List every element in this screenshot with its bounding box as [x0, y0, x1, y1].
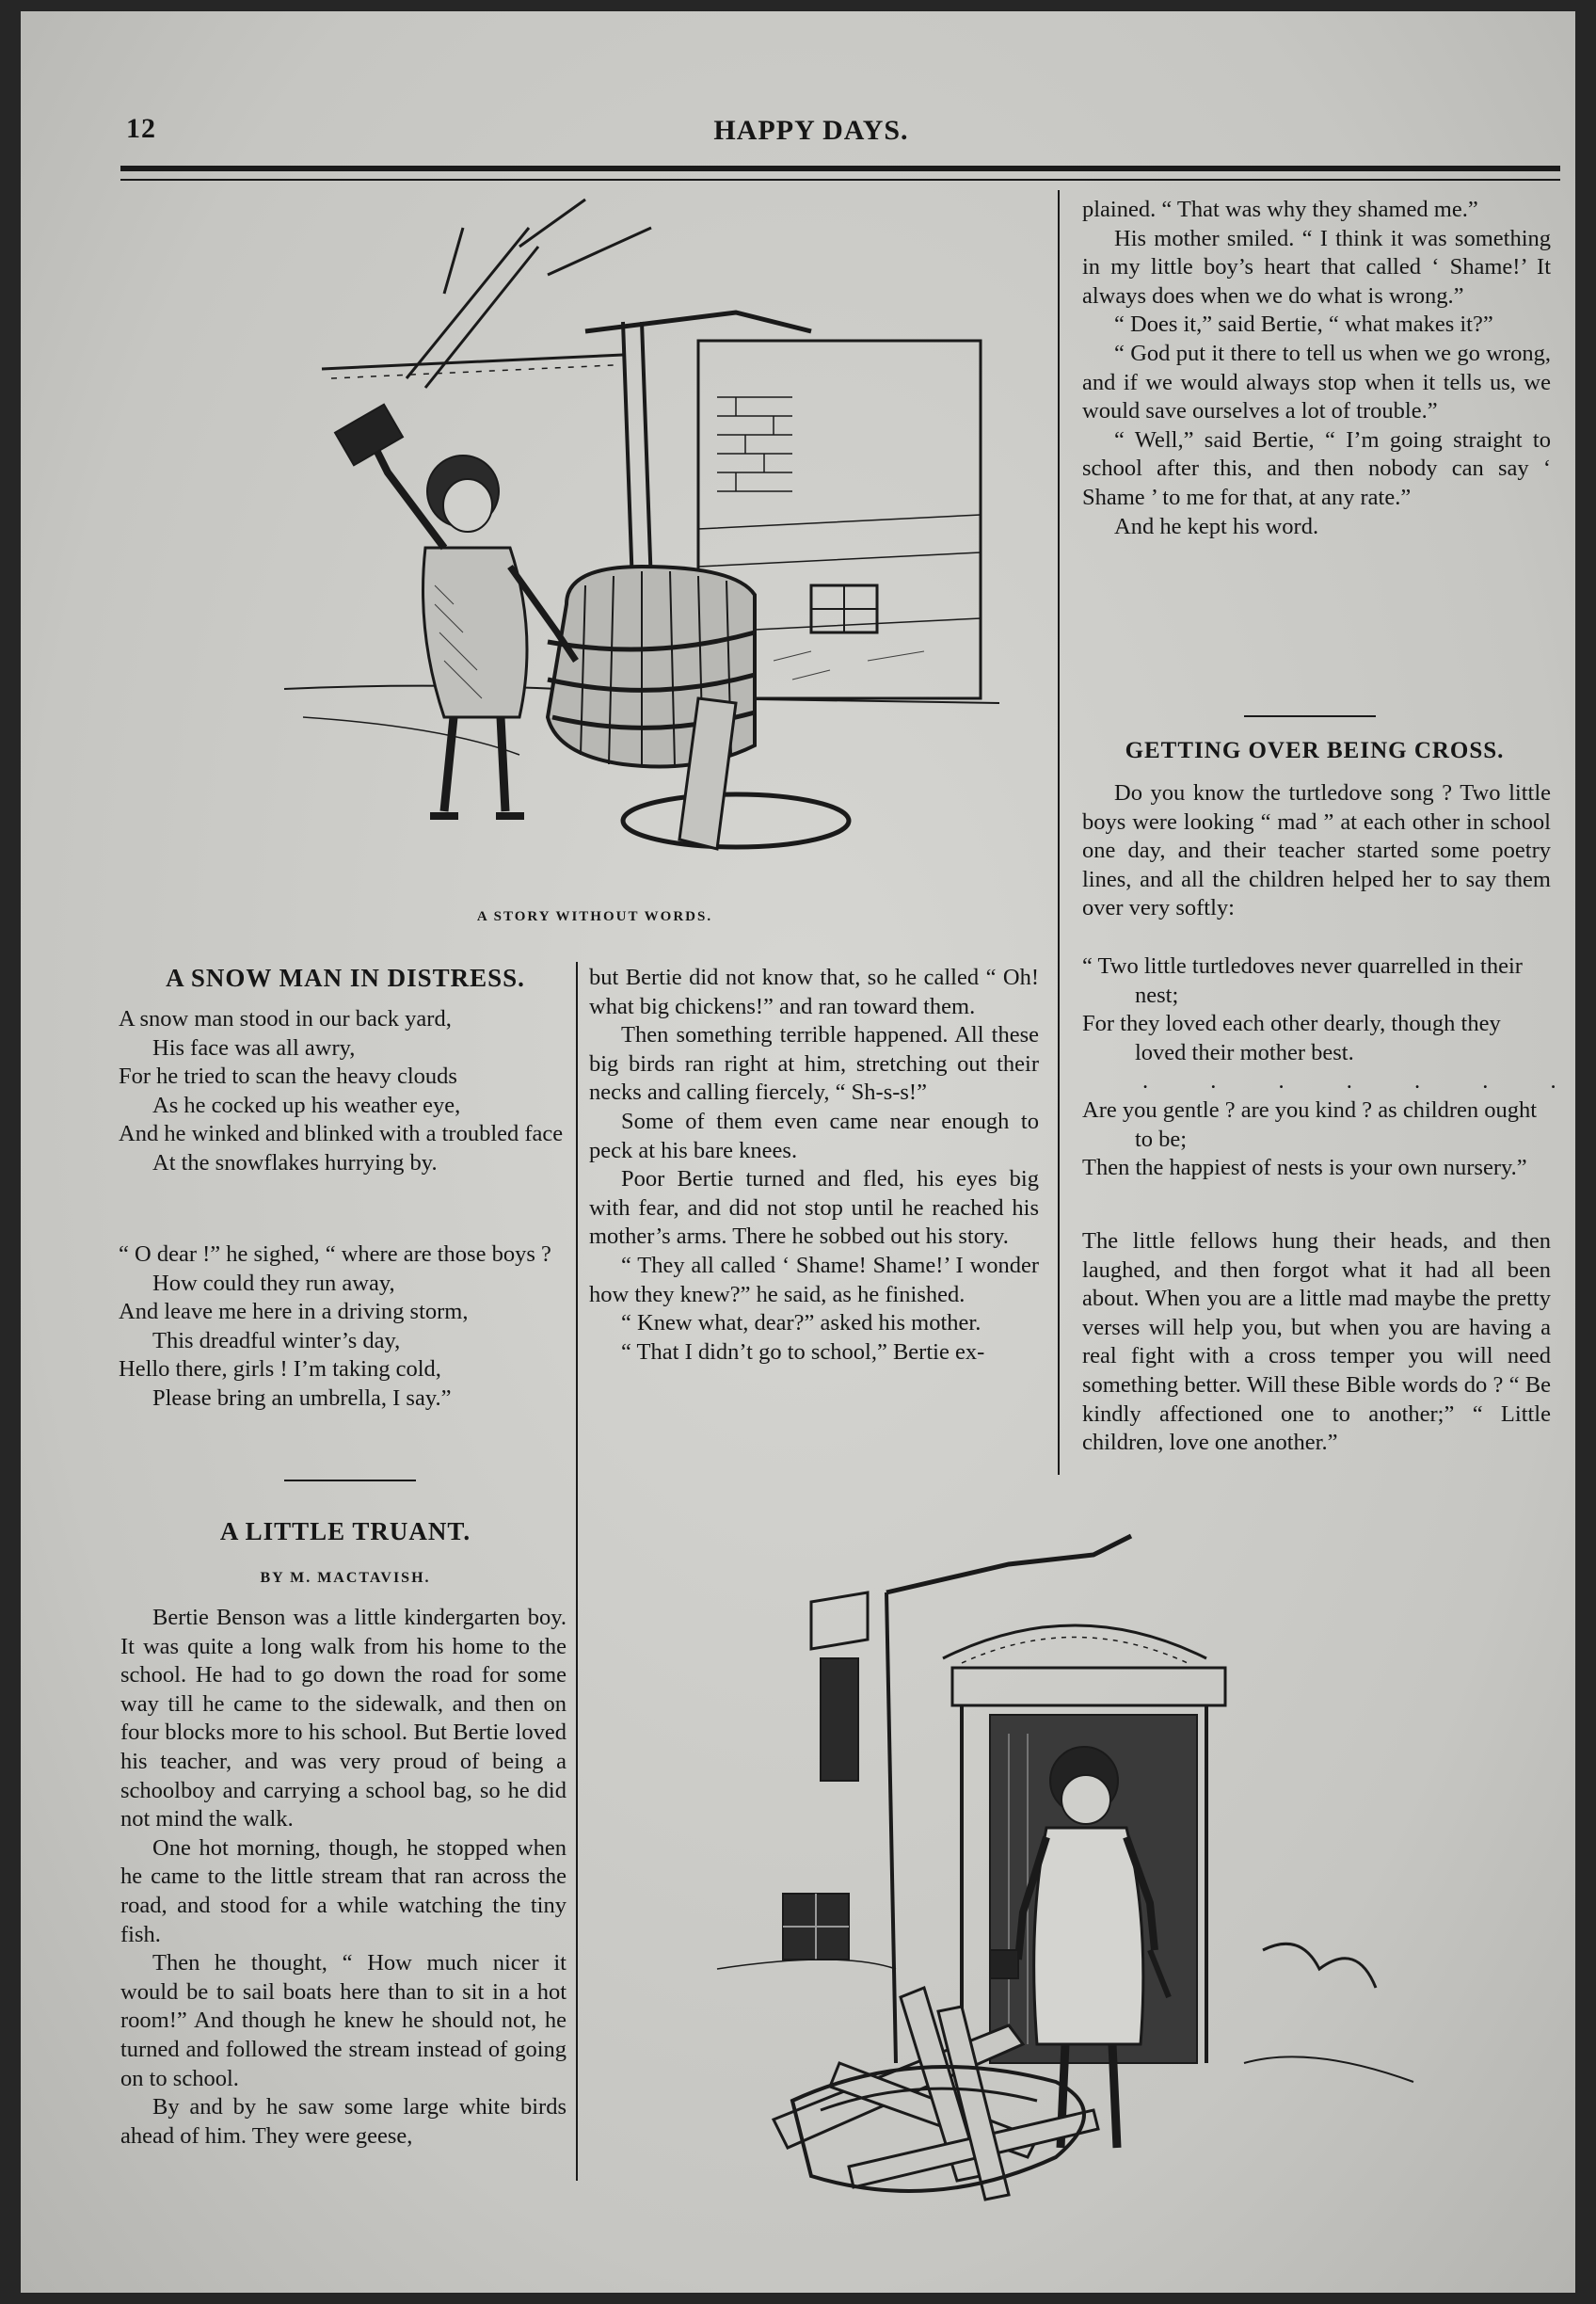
- poem-line: This dreadful winter’s day,: [152, 1327, 401, 1353]
- boy-hammering-barrel-illustration: [209, 190, 999, 887]
- truant-column-3: [1082, 196, 1551, 541]
- truant-column-2: [589, 964, 1039, 1367]
- paragraph: The little fellows hung their heads, and then laughed, and then forgot what it had all been about. When you are a little mad maybe the pretty verses will help you, but when you are having a real fight with a cross temper you will need something better. Will these Bible words do ? “ Be kindly affectioned one to another;” “ Little children, love one another.”: [1082, 1228, 1551, 1456]
- poem-line: For they loved each other dearly, though they loved their mother best.: [1082, 1011, 1501, 1065]
- poem-line: As he cocked up his weather eye,: [152, 1092, 461, 1118]
- paragraph: And he kept his word.: [1114, 513, 1319, 539]
- cross-outro: [1082, 1227, 1551, 1458]
- top-illustration-caption: A STORY WITHOUT WORDS.: [476, 909, 713, 924]
- poem-line: At the snowflakes hurrying by.: [152, 1149, 438, 1176]
- paragraph: One hot morning, though, he stopped when he came to the little stream that ran across the road, and stood for a while watching the tiny fish.: [120, 1834, 567, 1947]
- page-number: 12: [126, 113, 156, 144]
- paragraph: but Bertie did not know that, so he called “ Oh! what big chickens!” and ran toward them.: [589, 965, 1039, 1019]
- paragraph: Some of them even came near enough to peck at his bare knees.: [589, 1108, 1039, 1163]
- column-rule-right: [1058, 190, 1060, 1475]
- truant-column-1: [120, 1604, 567, 2151]
- poem-line: “ Two little turtledoves never quarrelled in their nest;: [1082, 953, 1523, 1008]
- paragraph: “ Well,” said Bertie, “ I’m going straight to school after this, and then nobody can say ‘ Shame ’ to me for that, at any rate.”: [1082, 426, 1551, 510]
- paragraph: “ That I didn’t go to school,” Bertie ex-: [621, 1338, 985, 1365]
- truant-title: A LITTLE TRUANT.: [219, 1517, 471, 1545]
- poem-line: And leave me here in a driving storm,: [119, 1299, 469, 1325]
- poem-line: His face was all awry,: [152, 1034, 356, 1061]
- paragraph: His mother smiled. “ I think it was something in my little boy’s heart that called ‘ Shame!’ It always does when we do what is wrong.”: [1082, 225, 1551, 309]
- poem-line: And he winked and blinked with a troubled face: [119, 1121, 564, 1147]
- cross-intro: [1082, 779, 1551, 923]
- paragraph: Then something terrible happened. All these big birds ran right at him, stretching out their necks and calling fiercely, “ Sh-s-s!”: [589, 1022, 1039, 1106]
- paragraph: plained. “ That was why they shamed me.”: [1082, 197, 1478, 222]
- ellipsis-dots: . . . . . . .: [1142, 1068, 1585, 1095]
- poem-line: Are you gentle ? are you kind ? as children ought to be;: [1082, 1096, 1538, 1152]
- paragraph: Poor Bertie turned and fled, his eyes big with fear, and did not stop until he reached his mother’s arms. There he sobbed out his story.: [589, 1166, 1039, 1250]
- snow-man-stanza-1: [119, 1005, 570, 1178]
- header-rule-thin: [120, 179, 1560, 181]
- poem-line: For he tried to scan the heavy clouds: [119, 1064, 457, 1090]
- snow-man-stanza-2: [119, 1240, 570, 1414]
- turtledove-verse: [1082, 952, 1585, 1183]
- section-divider: [1244, 715, 1376, 717]
- paragraph: “ They all called ‘ Shame! Shame!’ I wonder how they knew?” he said, as he finished.: [589, 1252, 1039, 1307]
- snow-man-title: A SNOW MAN IN DISTRESS.: [166, 964, 525, 992]
- page-title: HAPPY DAYS.: [713, 115, 909, 146]
- column-rule-middle: [576, 962, 578, 2181]
- poem-line: A snow man stood in our back yard,: [119, 1006, 452, 1032]
- truant-byline: BY M. MACTAVISH.: [260, 1570, 431, 1586]
- newspaper-page: [21, 11, 1585, 2293]
- poem-line: Please bring an umbrella, I say.”: [152, 1384, 452, 1411]
- paragraph: By and by he saw some large white birds ahead of him. They were geese,: [120, 2094, 567, 2149]
- poem-line: “ O dear !” he sighed, “ where are those boys ?: [119, 1241, 551, 1267]
- boy-at-doorway-illustration: [698, 1498, 1526, 2204]
- header-rule-thick: [120, 166, 1560, 171]
- poem-line: Hello there, girls ! I’m taking cold,: [119, 1356, 441, 1383]
- section-divider: [284, 1480, 416, 1481]
- paragraph: “ Does it,” said Bertie, “ what makes it?”: [1114, 312, 1493, 338]
- paragraph: “ God put it there to tell us when we go wrong, and if we would always stop when it tells us, we would save ourselves a lot of trouble.”: [1082, 340, 1551, 424]
- poem-line: How could they run away,: [152, 1270, 395, 1296]
- poem-line: Then the happiest of nests is your own nursery.”: [1082, 1155, 1527, 1181]
- paragraph: Then he thought, “ How much nicer it would be to sail boats here than to sit in a hot room!” And though he knew he should not, he turned and followed the stream instead of going on to school.: [120, 1950, 567, 2091]
- paragraph: Do you know the turtledove song ? Two little boys were looking “ mad ” at each other in school one day, and their teacher started some poetry lines, and all the children helped her to say them over very softly:: [1082, 780, 1551, 921]
- paragraph: Bertie Benson was a little kindergarten boy. It was quite a long walk from his home to the school. He had to go down the road for some way till he came to the sidewalk, and then on four blocks more to his school. But Bertie loved his teacher, and was very proud of being a schoolboy and carrying a school bag, so he did not mind the walk.: [120, 1605, 567, 1832]
- cross-title: GETTING OVER BEING CROSS.: [1125, 738, 1505, 763]
- paragraph: “ Knew what, dear?” asked his mother.: [621, 1310, 982, 1336]
